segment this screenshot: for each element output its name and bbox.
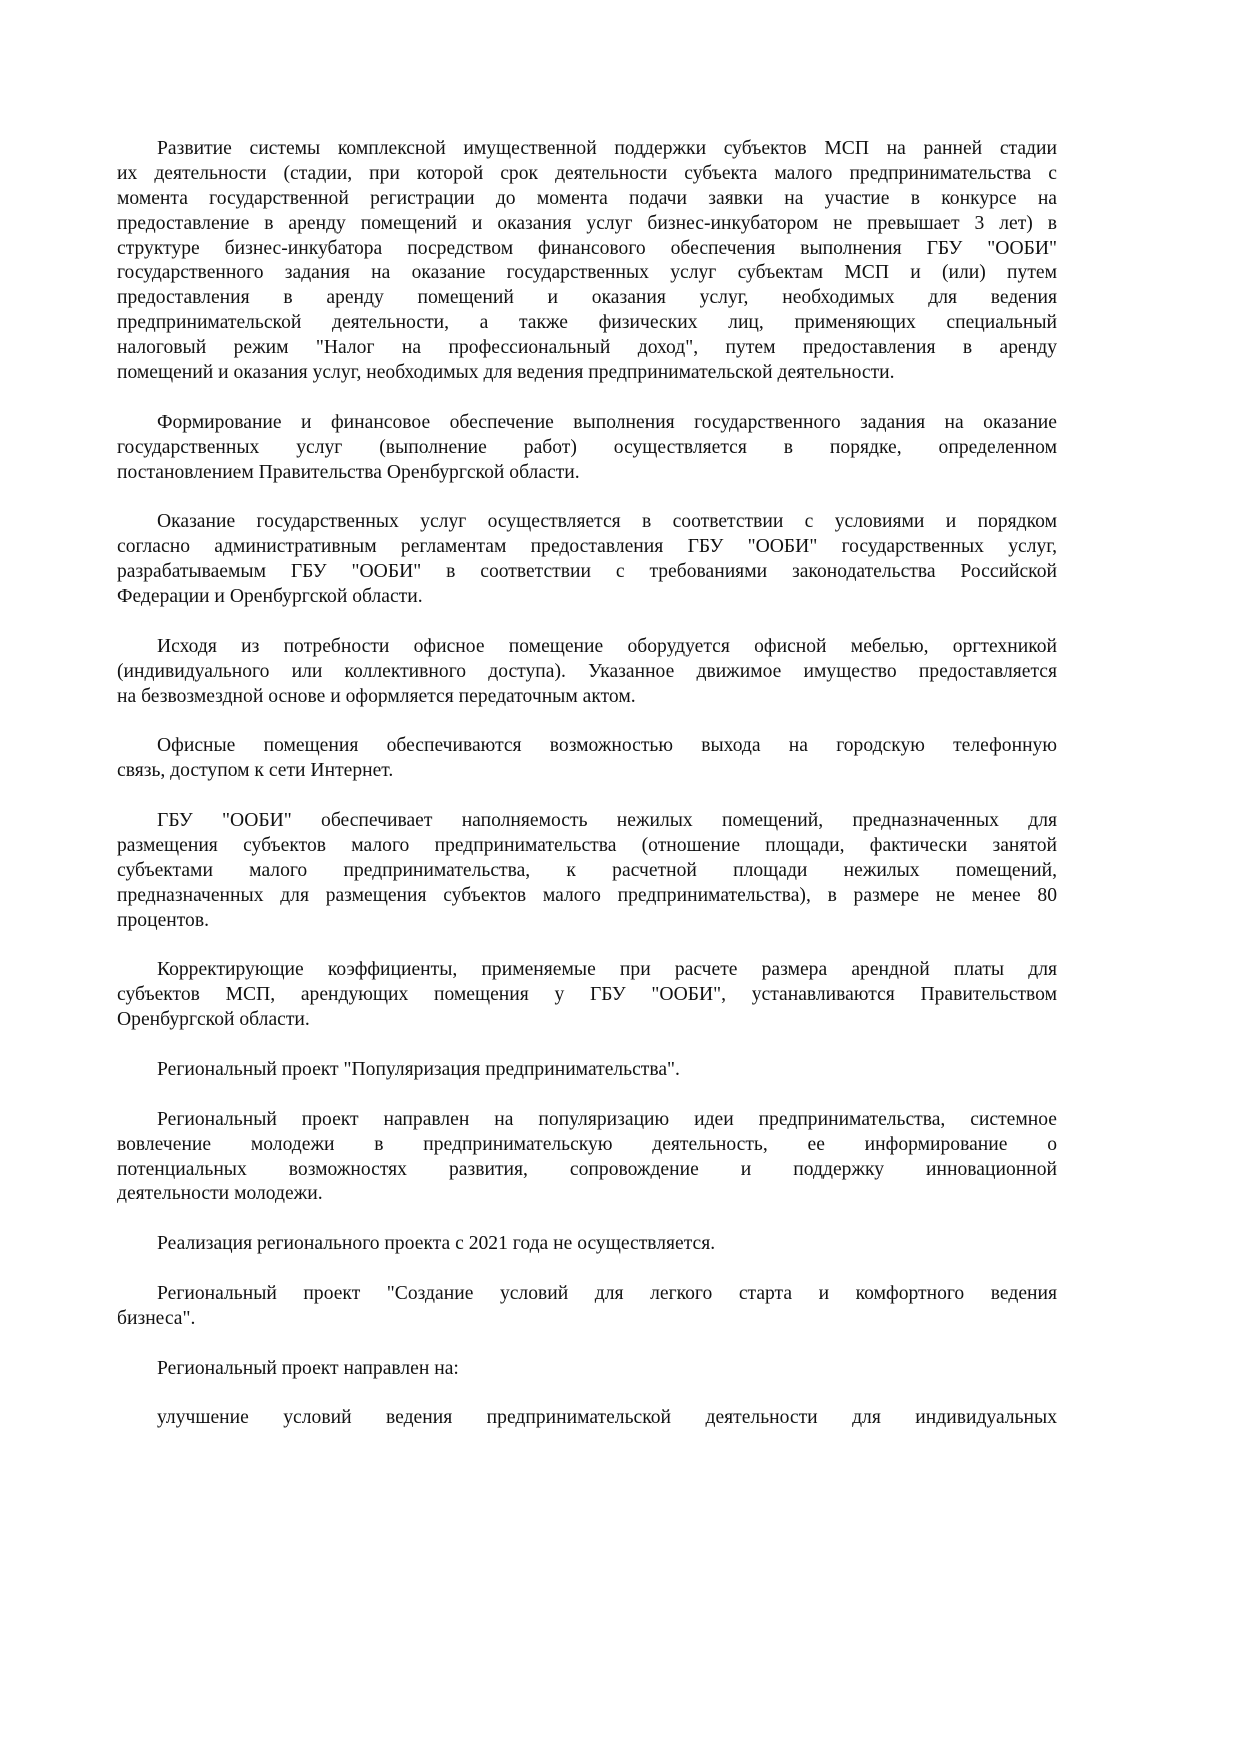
text-line: деятельности молодежи. xyxy=(117,1183,323,1205)
text-line: государственного задания на оказание государственных услуг субъектам МСП и (или) путем xyxy=(117,262,1057,284)
text-line: Региональный проект "Создание условий для легкого старта и комфортного ведения xyxy=(157,1282,1057,1304)
text-line: на безвозмездной основе и оформляется передаточным актом. xyxy=(117,685,636,707)
paragraph xyxy=(117,809,1057,933)
text-line: Реализация регионального проекта с 2021 года не осуществляется. xyxy=(157,1233,716,1255)
text-line: субъектами малого предпринимательства, к расчетной площади нежилых помещений, xyxy=(117,859,1057,881)
text-line: Офисные помещения обеспечиваются возможностью выхода на городскую телефонную xyxy=(157,735,1057,757)
text-line: государственных услуг (выполнение работ) осуществляется в порядке, определенном xyxy=(117,436,1057,458)
text-line: предоставление в аренду помещений и оказания услуг бизнес-инкубатором не превышает 3 лет) в xyxy=(117,212,1057,234)
text-line: Региональный проект "Популяризация предпринимательства". xyxy=(157,1058,680,1080)
paragraph xyxy=(117,958,1057,1033)
text-line: налоговый режим "Налог на профессиональный доход", путем предоставления в аренду xyxy=(117,337,1057,359)
text-line: Исходя из потребности офисное помещение оборудуется офисной мебелью, оргтехникой xyxy=(157,635,1057,657)
paragraph xyxy=(117,137,1057,386)
text-line: потенциальных возможностях развития, сопровождение и поддержку инновационной xyxy=(117,1158,1057,1180)
text-line: связь, доступом к сети Интернет. xyxy=(117,760,394,782)
text-line: структуре бизнес-инкубатора посредством финансового обеспечения выполнения ГБУ "ООБИ" xyxy=(117,237,1057,259)
text-line: размещения субъектов малого предпринимательства (отношение площади, фактически занятой xyxy=(117,834,1057,856)
text-line: субъектов МСП, арендующих помещения у ГБУ "ООБИ", устанавливаются Правительством xyxy=(117,984,1057,1006)
text-line: Оказание государственных услуг осуществляется в соответствии с условиями и порядком xyxy=(157,511,1057,533)
text-line: предпринимательской деятельности, а также физических лиц, применяющих специальный xyxy=(117,312,1057,334)
text-line: Федерации и Оренбургской области. xyxy=(117,586,423,608)
paragraph xyxy=(117,1406,1057,1431)
paragraph xyxy=(117,411,1057,486)
text-line: согласно административным регламентам предоставления ГБУ "ООБИ" государственных услуг, xyxy=(117,536,1057,558)
text-line: Корректирующие коэффициенты, применяемые при расчете размера арендной платы для xyxy=(157,959,1057,981)
text-line: Формирование и финансовое обеспечение выполнения государственного задания на оказание xyxy=(157,411,1057,433)
paragraph xyxy=(117,734,1057,784)
text-line: (индивидуального или коллективного доступа). Указанное движимое имущество предоставляется xyxy=(117,660,1057,682)
text-line: Оренбургской области. xyxy=(117,1009,310,1031)
text-line: процентов. xyxy=(117,909,209,931)
paragraph xyxy=(117,1108,1057,1208)
text-line: бизнеса". xyxy=(117,1307,196,1329)
text-line: разрабатываемым ГБУ "ООБИ" в соответствии с требованиями законодательства Российской xyxy=(117,561,1057,583)
paragraph xyxy=(117,1232,1057,1257)
paragraph xyxy=(117,635,1057,710)
text-line: улучшение условий ведения предпринимательской деятельности для индивидуальных xyxy=(157,1407,1057,1429)
text-line: постановлением Правительства Оренбургской области. xyxy=(117,461,580,483)
paragraph xyxy=(117,1357,1057,1382)
text-line: Развитие системы комплексной имущественной поддержки субъектов МСП на ранней стадии xyxy=(157,138,1057,159)
document-page xyxy=(117,137,1057,1456)
text-line: момента государственной регистрации до момента подачи заявки на участие в конкурсе на xyxy=(117,187,1057,209)
text-line: помещений и оказания услуг, необходимых для ведения предпринимательской деятельности. xyxy=(117,362,895,384)
text-line: вовлечение молодежи в предпринимательскую деятельность, ее информирование о xyxy=(117,1133,1057,1155)
paragraph xyxy=(117,1282,1057,1332)
text-line: их деятельности (стадии, при которой срок деятельности субъекта малого предпринимательства с xyxy=(117,162,1057,184)
text-line: Региональный проект направлен на: xyxy=(157,1357,459,1379)
paragraph xyxy=(117,510,1057,610)
paragraph xyxy=(117,1058,1057,1083)
text-line: ГБУ "ООБИ" обеспечивает наполняемость нежилых помещений, предназначенных для xyxy=(157,810,1057,832)
text-line: предназначенных для размещения субъектов малого предпринимательства), в размере не менее 80 xyxy=(117,884,1057,906)
text-line: предоставления в аренду помещений и оказания услуг, необходимых для ведения xyxy=(117,287,1057,309)
text-line: Региональный проект направлен на популяризацию идеи предпринимательства, системное xyxy=(157,1108,1057,1130)
